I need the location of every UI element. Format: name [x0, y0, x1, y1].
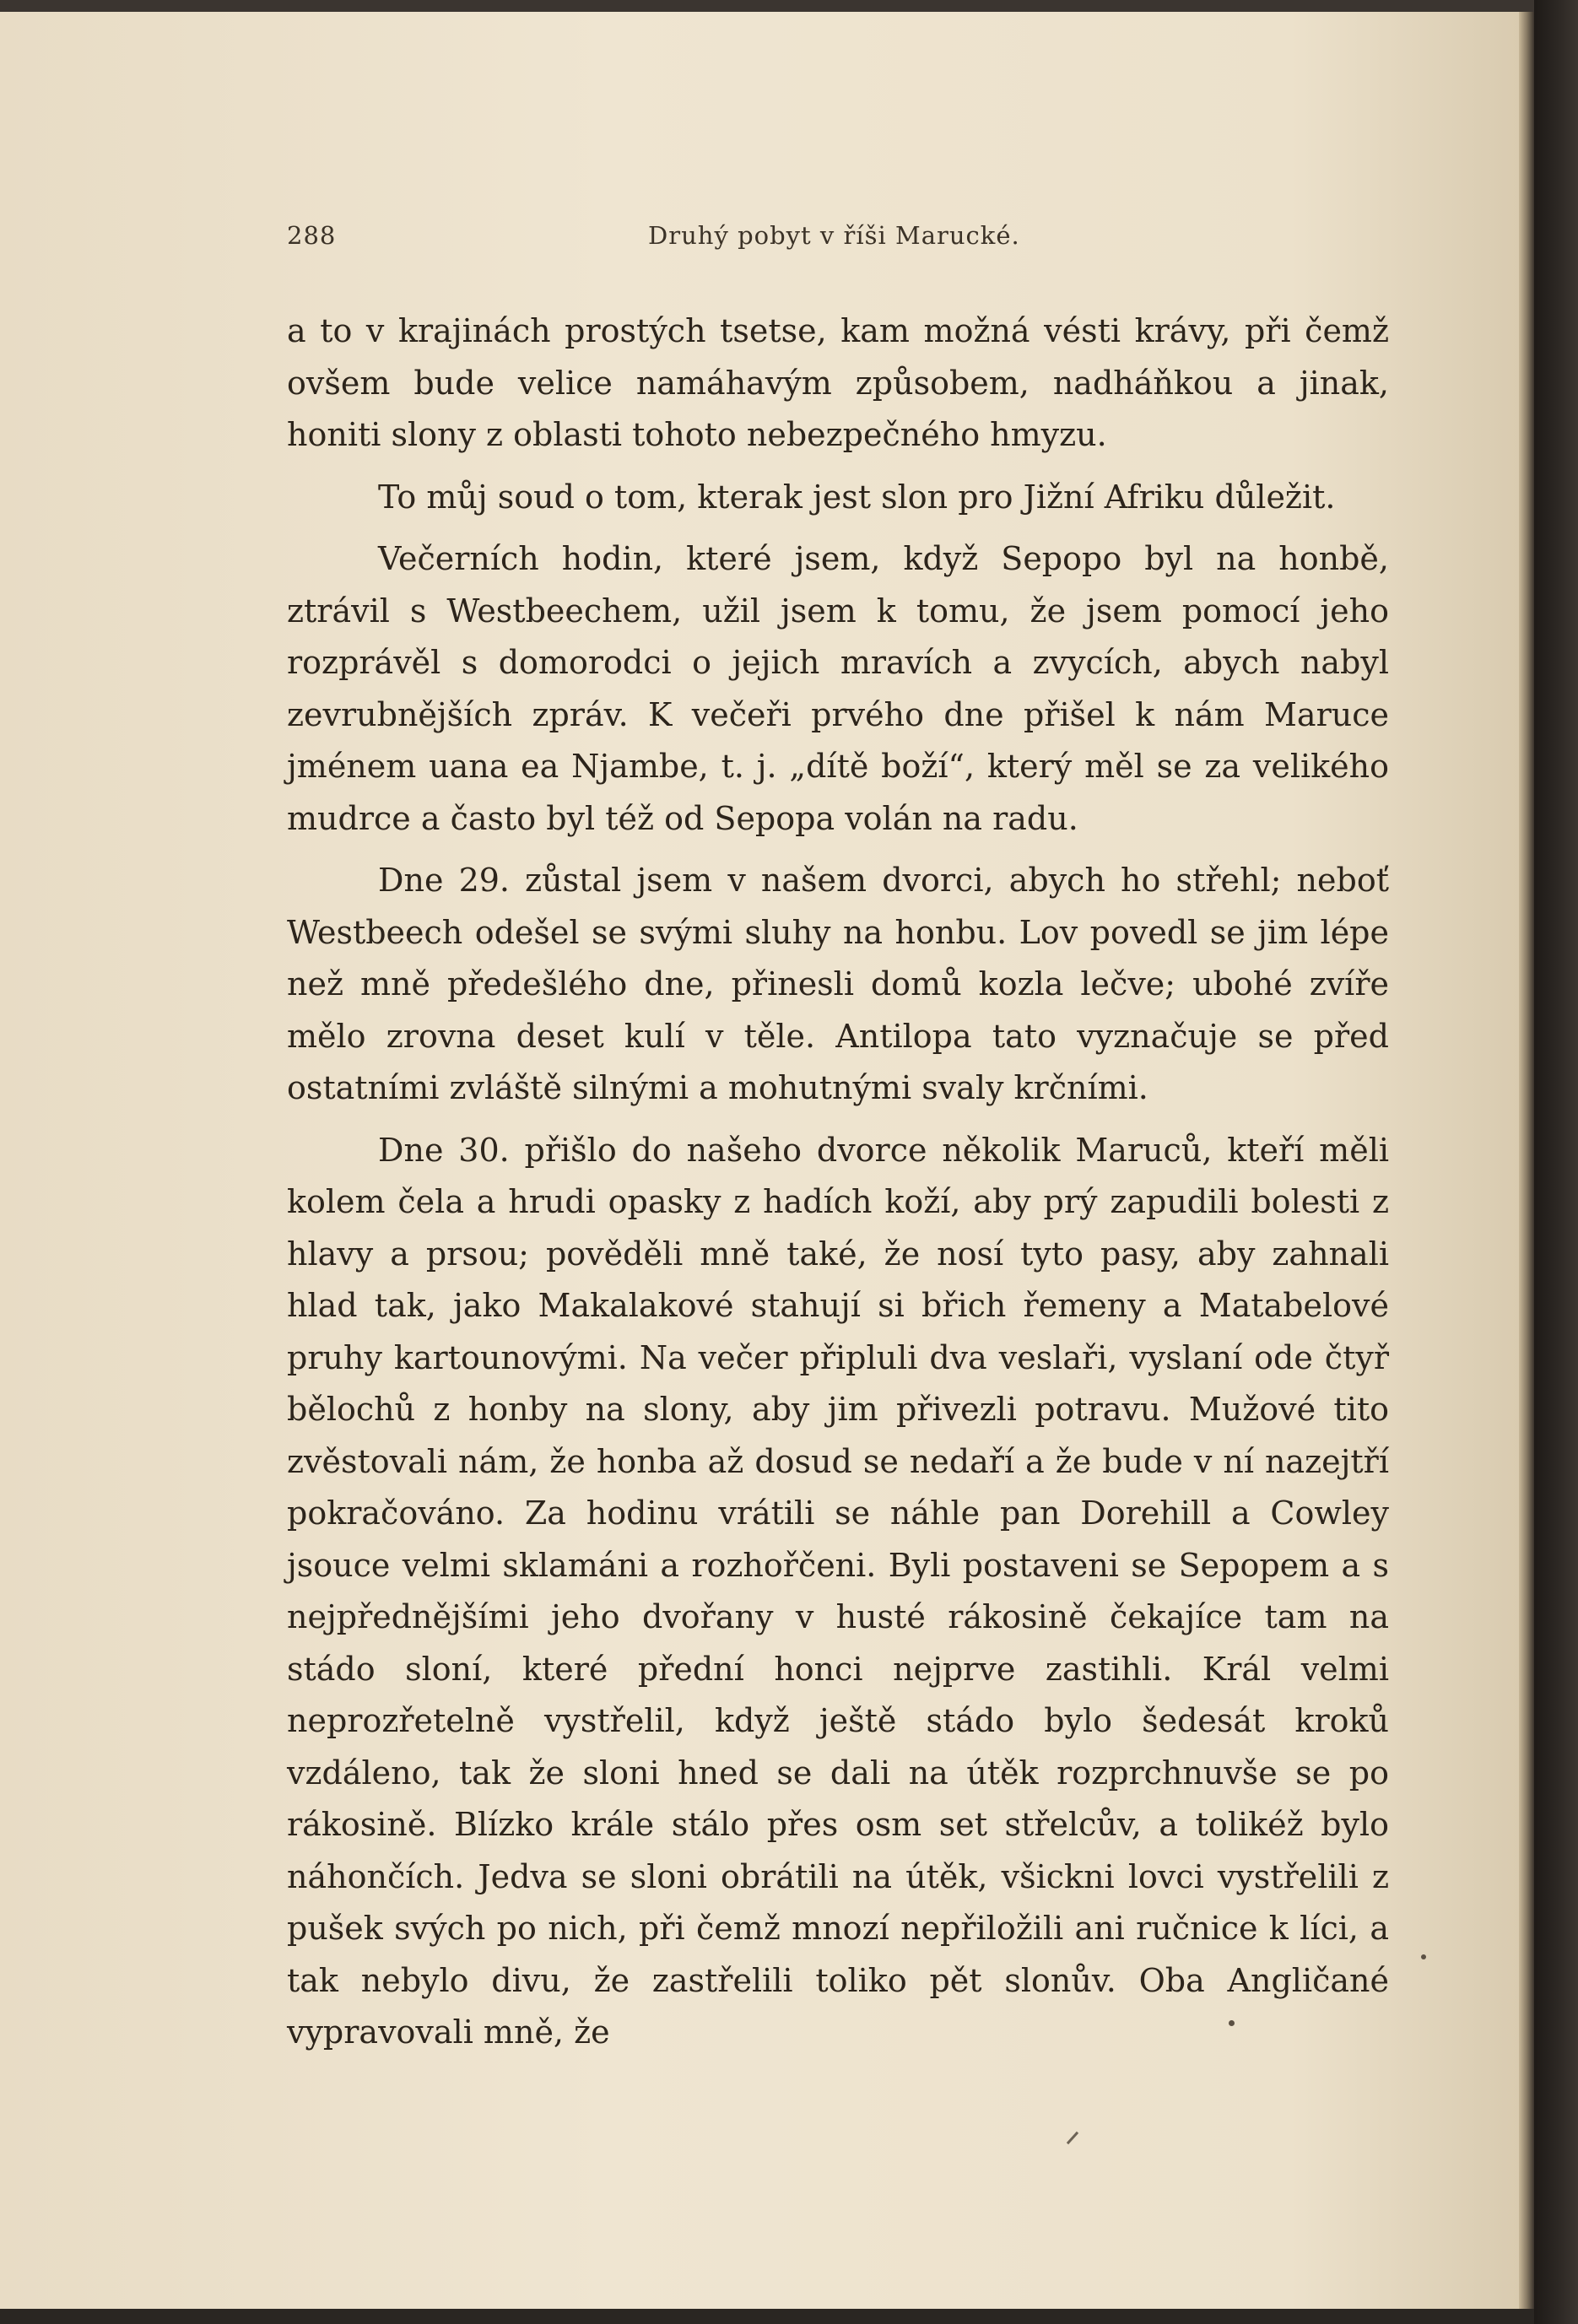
running-head [287, 221, 1384, 255]
running-title: Druhý pobyt v říši Marucké. [648, 221, 1020, 250]
paragraph: Dne 30. přišlo do našeho dvorce několik Maruců, kteří měli kolem čela a hrudi opasky z hadích koží, aby prý zapudili bolesti z hlavy a prsou; pověděli mně také, že nosí tyto pasy, aby zahnali hlad tak, jako Makalakové stahují si břich řemeny a Matabelové pruhy kartounovými. Na večer připluli dva veslaři, vyslaní ode čtyř bělochů z honby na slony, aby jim přivezli potravu. Mužové tito zvěstovali nám, že honba až dosud se nedaří a že bude v ní nazejtří pokračováno. Za hodinu vrátili se náhle pan Dorehill a Cowley jsouce velmi sklamáni a rozhořčeni. Byli postaveni se Sepopem a s nejpřednějšími jeho dvořany v husté rákosině čekajíce tam na stádo sloní, které přední honci nejprve zastihli. Král velmi neprozřetelně vystřelil, když ještě stádo bylo šedesát kroků vzdáleno, tak že sloni hned se dali na útěk rozprchnuvše se po rákosině. Blízko krále stálo přes osm set střelcův, a tolikéž bylo náhončích. Jedva se sloni obrátili na útěk, všickni lovci vystřelili z pušek svých po nich, při čemž mnozí nepřiložili ani ručnice k líci, a tak nebylo divu, že zastřelili toliko pět slonův. Oba Angličané vypravovali mně, že [287, 1131, 1389, 2051]
ink-speck [1229, 2020, 1235, 2026]
paragraph: Dne 29. zůstal jsem v našem dvorci, abych ho střehl; neboť Westbeech odešel se svými sluhy na honbu. Lov povedl se jim lépe než mně předešlého dne, přinesli domů kozla lečve; ubohé zvíře mělo zrovna deset kulí v těle. Antilopa tato vyznačuje se před ostatními zvláště silnými a mohutnými svaly krčními. [287, 862, 1389, 1106]
ink-speck [1421, 1954, 1426, 1959]
paragraph-continued: a to v krajinách prostých tsetse, kam možná vésti krávy, při čemž ovšem bude velice namáhavým způsobem, nadháňkou a jinak, honiti slony z oblasti tohoto nebezpečného hmyzu. [287, 312, 1389, 453]
book-spine [1534, 0, 1578, 2324]
body-text [287, 305, 1389, 2069]
paragraph: To můj soud o tom, kterak jest slon pro Jižní Afriku důležit. [378, 478, 1336, 516]
paragraph: Večerních hodin, které jsem, když Sepopo byl na honbě, ztrávil s Westbeechem, užil jsem k tomu, že jsem pomocí jeho rozprávěl s domorodci o jejich mravích a zvycích, abych nabyl zevrubnějších zpráv. K večeři prvého dne přišel k nám Maruce jménem uana ea Njambe, t. j. „dítě boží“, který měl se za velikého mudrce a často byl též od Sepopa volán na radu. [287, 540, 1389, 837]
page-edge-shadow [1519, 12, 1534, 2309]
scan-top-edge [0, 0, 1578, 12]
page-number: 288 [287, 221, 337, 250]
